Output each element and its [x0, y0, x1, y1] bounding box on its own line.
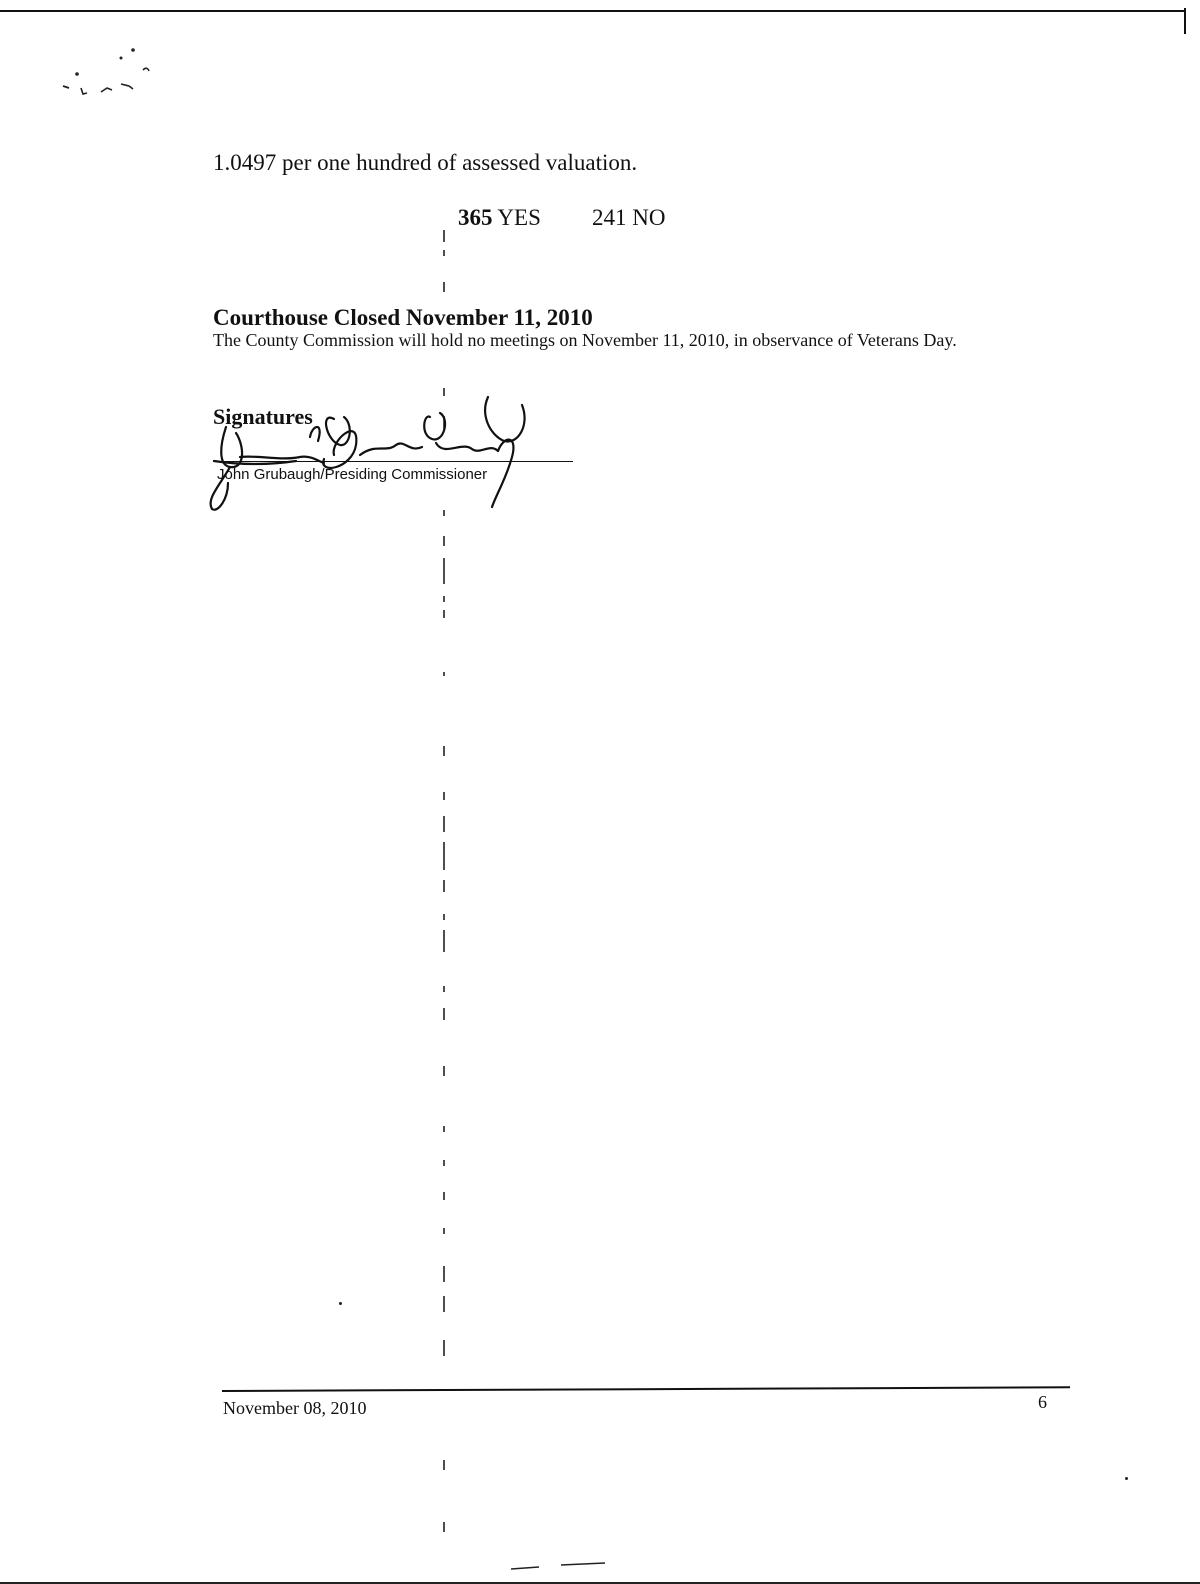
scan-speck	[1125, 1477, 1128, 1480]
valuation-line: 1.0497 per one hundred of assessed valuation.	[213, 150, 638, 175]
vote-no-count: 241	[592, 205, 627, 230]
scan-speck	[339, 1302, 342, 1305]
page-number: 6	[1038, 1392, 1047, 1412]
scan-specks	[55, 40, 175, 110]
vote-yes-label: YES	[497, 205, 541, 230]
vote-yes	[458, 205, 541, 231]
vote-no-label: NO	[632, 205, 666, 230]
handwritten-signature	[200, 395, 590, 520]
page-top-edge-rule	[0, 10, 1186, 12]
courthouse-closed-heading: Courthouse Closed November 11, 2010	[213, 305, 593, 330]
vote-no	[592, 205, 665, 231]
page-right-edge-mark	[1184, 8, 1186, 34]
courthouse-closed-text: The County Commission will hold no meetings on November 11, 2010, in observance of Veterans Day.	[213, 330, 957, 350]
signatures-heading: Signatures	[213, 404, 313, 429]
footer-date: November 08, 2010	[223, 1398, 367, 1418]
scan-bottom-marks	[505, 1555, 615, 1575]
signer-caption: John Grubaugh/Presiding Commissioner	[217, 466, 488, 483]
vote-yes-count: 365	[458, 205, 493, 230]
footer-rule	[222, 1386, 1070, 1392]
